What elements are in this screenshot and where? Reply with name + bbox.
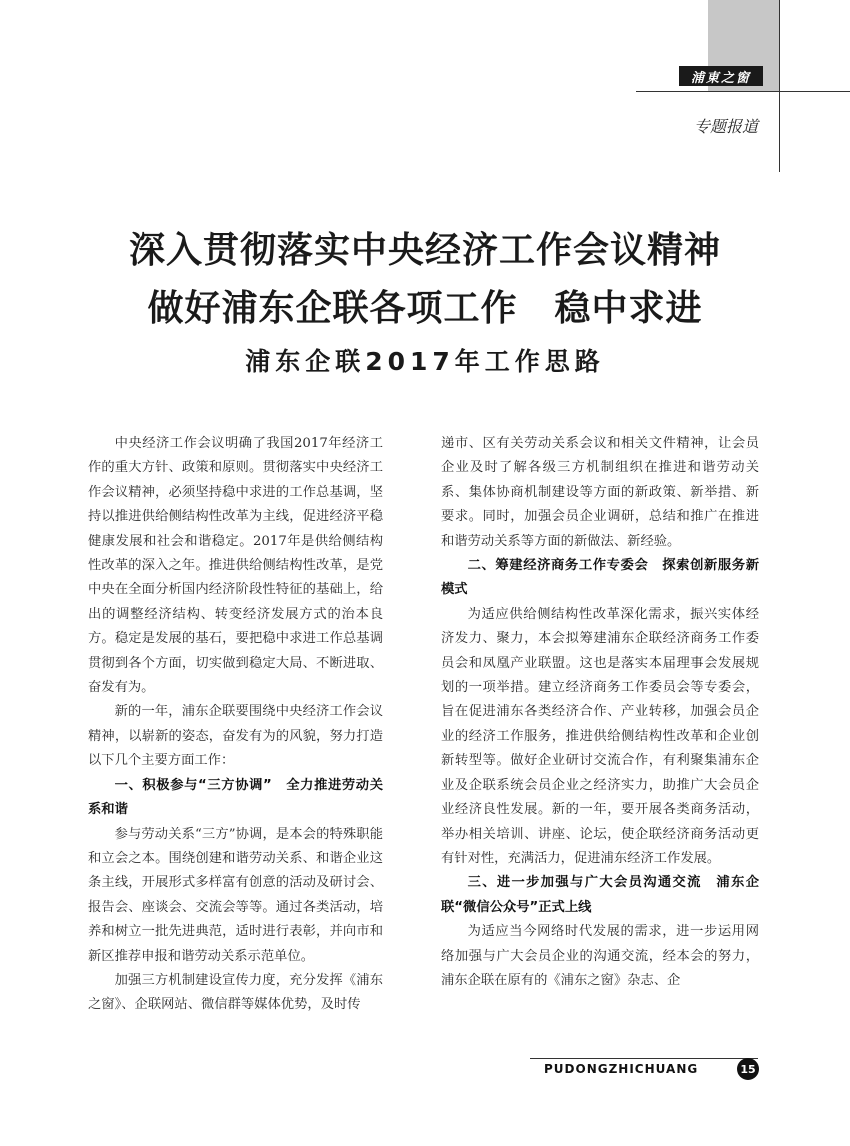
- paragraph: 加强三方机制建设宣传力度，充分发挥《浦东之窗》、企联网站、微信群等媒体优势，及时传: [88, 972, 383, 1013]
- article-title-line-1: 深入贯彻落实中央经济工作会议精神: [128, 230, 721, 271]
- section-heading: 二、筹建经济商务工作专委会 探索创新服务新模式: [441, 558, 759, 598]
- paragraph: 为适应当今网络时代发展的需求，进一步运用网络加强与广大会员企业的沟通交流，经本会的努力，浦东企联在原有的《浦东之窗》杂志、企: [441, 924, 759, 988]
- body-column-left: [88, 432, 383, 1018]
- paragraph: 递市、区有关劳动关系会议和相关文件精神，让会员企业及时了解各级三方机制组织在推进和谐劳动关系、集体协商机制建设等方面的新政策、新举措、新要求。同时，加强会员企业调研，总结和推广在推进和谐劳动关系等方面的新做法、新经验。: [441, 436, 759, 549]
- article-subtitle: 浦东企联2017年工作思路: [245, 347, 605, 376]
- body-column-right: [441, 432, 759, 993]
- paragraph: 为适应供给侧结构性改革深化需求，振兴实体经济发力、聚力，本会拟筹建浦东企联经济商务工作委员会和凤凰产业联盟。这也是落实本届理事会发展规划的一项举措。建立经济商务工作委员会等专委会，旨在促进浦东各类经济合作、产业转移，加强会员企业的经济工作服务，推进供给侧结构性改革和企业创新转型等。做好企业研讨交流合作，有利聚集浦东企业及企联系统会员企业之经济实力，助推广大会员企业经济良性发展。新的一年，要开展各类商务活动，举办相关培训、讲座、论坛，使企联经济商务活动更有针对性，充满活力，促进浦东经济工作发展。: [441, 606, 759, 866]
- section-heading: 三、进一步加强与广大会员沟通交流 浦东企联“微信公众号”正式上线: [441, 875, 759, 915]
- header-vertical-rule: [779, 0, 780, 172]
- footer-rule: [530, 1058, 758, 1059]
- paragraph: 新的一年，浦东企联要围绕中央经济工作会议精神，以崭新的姿态，奋发有为的风貌，努力打造以下几个主要方面工作：: [88, 704, 383, 769]
- paragraph: 参与劳动关系“三方”协调，是本会的特殊职能和立会之本。围绕创建和谐劳动关系、和谐企业这条主线，开展形式多样富有创意的活动及研讨会、报告会、座谈会、交流会等等。通过各类活动，培养和树立一批先进典范，适时进行表彰，并向市和新区推荐申报和谐劳动关系示范单位。: [88, 826, 383, 964]
- article-title-line-2: 做好浦东企联各项工作 稳中求进: [147, 288, 703, 329]
- header-horizontal-rule: [636, 91, 850, 92]
- section-heading: 一、积极参与“三方协调” 全力推进劳动关系和谐: [88, 777, 383, 818]
- brand-badge: 浦東之窗: [679, 66, 763, 86]
- footer-journal-name: PUDONGZHICHUANG: [544, 1062, 699, 1076]
- paragraph: 中央经济工作会议明确了我国2017年经济工作的重大方针、政策和原则。贯彻落实中央经济工作会议精神，必须坚持稳中求进的工作总基调，坚持以推进供给侧结构性改革为主线，促进经济平稳健康发展和社会和谐稳定。2017年是供给侧结构性改革的深入之年。推进供给侧结构性改革，是党中央在全面分析国内经济阶段性特征的基础上，给出的调整经济结构、转变经济发展方式的治本良方。稳定是发展的基石，要把稳中求进工作总基调贯彻到各个方面，切实做到稳定大局、不断进取、奋发有为。: [88, 436, 383, 696]
- page-number: 15: [737, 1058, 759, 1080]
- section-label: 专题报道: [693, 117, 758, 136]
